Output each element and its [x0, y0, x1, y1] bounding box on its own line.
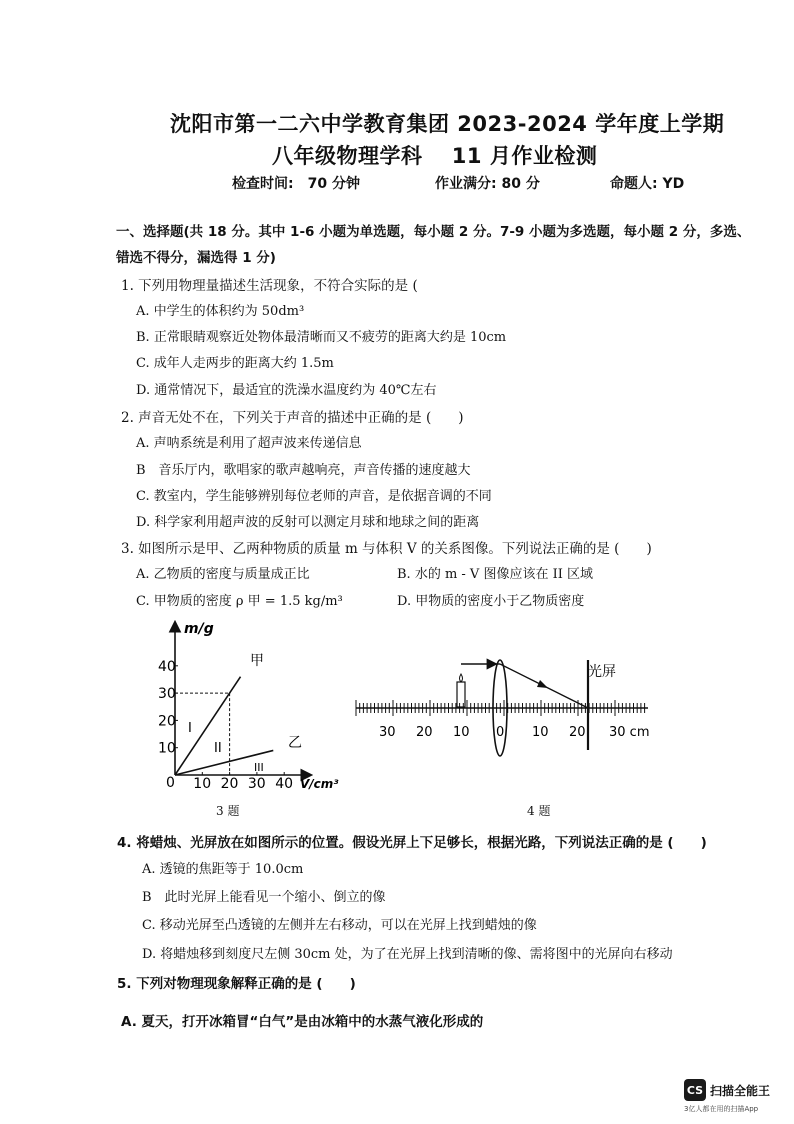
question-5-option-a: A. 夏天，打开冰箱冒“白气”是由冰箱中的水蒸气液化形成的 [121, 1014, 484, 1030]
question-2-option-c: C. 教室内，学生能够辨别每位老师的声音，是依据音调的不同 [136, 489, 492, 504]
region-label-1: I [188, 721, 192, 736]
y-tick-label: 40 [158, 658, 176, 675]
x-tick-label: 40 [275, 776, 294, 792]
question-3-option-b: B. 水的 m - V 图像应该在 II 区域 [397, 567, 593, 582]
question-3-option-c: C. 甲物质的密度 ρ 甲 = 1.5 kg/m³ [136, 594, 343, 609]
exam-title-line1: 沈阳市第一二六中学教育集团 2023-2024 学年度上学期 [170, 112, 725, 136]
author: 命题人: YD [610, 176, 685, 192]
question-1-option-b: B. 正常眼睛观察近处物体最清晰而又不疲劳的距离大约是 10cm [136, 330, 507, 345]
figure-4-optical-bench [350, 650, 660, 770]
watermark-name: 扫描全能王 [710, 1083, 771, 1098]
figure-3-mv-graph [150, 615, 360, 805]
y-axis-label: m/g [184, 621, 214, 637]
full-score: 作业满分: 80 分 [435, 176, 540, 192]
y-tick-label: 30 [158, 686, 176, 703]
section-heading-cont: 错选不得分，漏选得 1 分) [116, 250, 276, 266]
scale-label-r10: 10 [532, 725, 549, 740]
scale-label-0: 0 [496, 725, 505, 740]
question-5-stem: 5. 下列对物理现象解释正确的是 ( ) [117, 976, 356, 992]
screen-label: 光屏 [588, 664, 616, 680]
question-3-option-d: D. 甲物质的密度小于乙物质密度 [397, 594, 585, 609]
scale-label-l10: 10 [453, 725, 470, 740]
question-1-option-c: C. 成年人走两步的距离大约 1.5m [136, 356, 334, 371]
question-2-stem: 2. 声音无处不在，下列关于声音的描述中正确的是 ( ) [121, 410, 464, 426]
scale-label-l30: 30 [379, 725, 396, 740]
question-3-stem: 3. 如图所示是甲、乙两种物质的质量 m 与体积 V 的关系图像。下列说法正确的是 ( ) [121, 541, 652, 557]
y-tick-label: 10 [158, 740, 176, 757]
question-1-option-d: D. 通常情况下，最适宜的洗澡水温度约为 40℃左右 [136, 383, 437, 398]
question-4-option-d: D. 将蜡烛移到刻度尺左侧 30cm 处，为了在光屏上找到清晰的像、需将图中的光屏向右移动 [142, 947, 673, 962]
question-2-option-b: B 音乐厅内，歌唱家的歌声越响亮，声音传播的速度越大 [136, 463, 471, 478]
question-2-option-d: D. 科学家利用超声波的反射可以测定月球和地球之间的距离 [136, 515, 480, 530]
region-label-2: II [214, 741, 222, 756]
question-2-option-a: A. 声呐系统是利用了超声波来传递信息 [136, 436, 362, 451]
series-label-jia: 甲 [250, 653, 264, 669]
question-4-option-c: C. 移动光屏至凸透镜的左侧并左右移动，可以在光屏上找到蜡烛的像 [142, 918, 537, 933]
question-1-option-a: A. 中学生的体积约为 50dm³ [136, 304, 305, 319]
candle-flame [460, 674, 463, 682]
figure-3-caption: 3 题 [216, 804, 240, 818]
scale-label-r30: 30 cm [609, 725, 650, 740]
scale-label-l20: 20 [416, 725, 433, 740]
question-1-stem: 1. 下列用物理量描述生活现象，不符合实际的是 ( [121, 278, 418, 294]
camscanner-logo: CS [684, 1079, 706, 1101]
ray-arrow [537, 680, 548, 688]
question-3-option-a: A. 乙物质的密度与质量成正比 [136, 567, 310, 582]
region-label-3: III [254, 761, 264, 774]
check-time: 检查时间: 70 分钟 [232, 176, 360, 192]
question-4-option-a: A. 透镜的焦距等于 10.0cm [142, 862, 304, 877]
question-4-option-b: B 此时光屏上能看见一个缩小、倒立的像 [142, 890, 386, 905]
figure-4-caption: 4 题 [527, 804, 551, 818]
exam-title-line2: 八年级物理学科 11 月作业检测 [272, 144, 598, 168]
ruler [356, 700, 648, 716]
origin-label: 0 [166, 775, 175, 791]
scanner-watermark [684, 1079, 770, 1101]
x-tick-label: 20 [220, 776, 239, 792]
x-axis-label: V/cm³ [300, 777, 339, 791]
section-heading: 一、选择题(共 18 分。其中 1-6 小题为单选题，每小题 2 分。7-9 小题为多选题，每小题 2 分，多选、 [116, 224, 751, 240]
question-4-stem: 4. 将蜡烛、光屏放在如图所示的位置。假设光屏上下足够长，根据光路，下列说法正确的是 ( ) [117, 835, 707, 851]
x-tick-label: 30 [247, 776, 266, 792]
watermark-subtitle: 3亿人都在用的扫描App [684, 1105, 759, 1113]
y-tick-label: 20 [158, 713, 176, 730]
series-label-yi: 乙 [288, 735, 302, 751]
x-tick-label: 10 [193, 776, 212, 792]
scale-label-r20: 20 [569, 725, 586, 740]
